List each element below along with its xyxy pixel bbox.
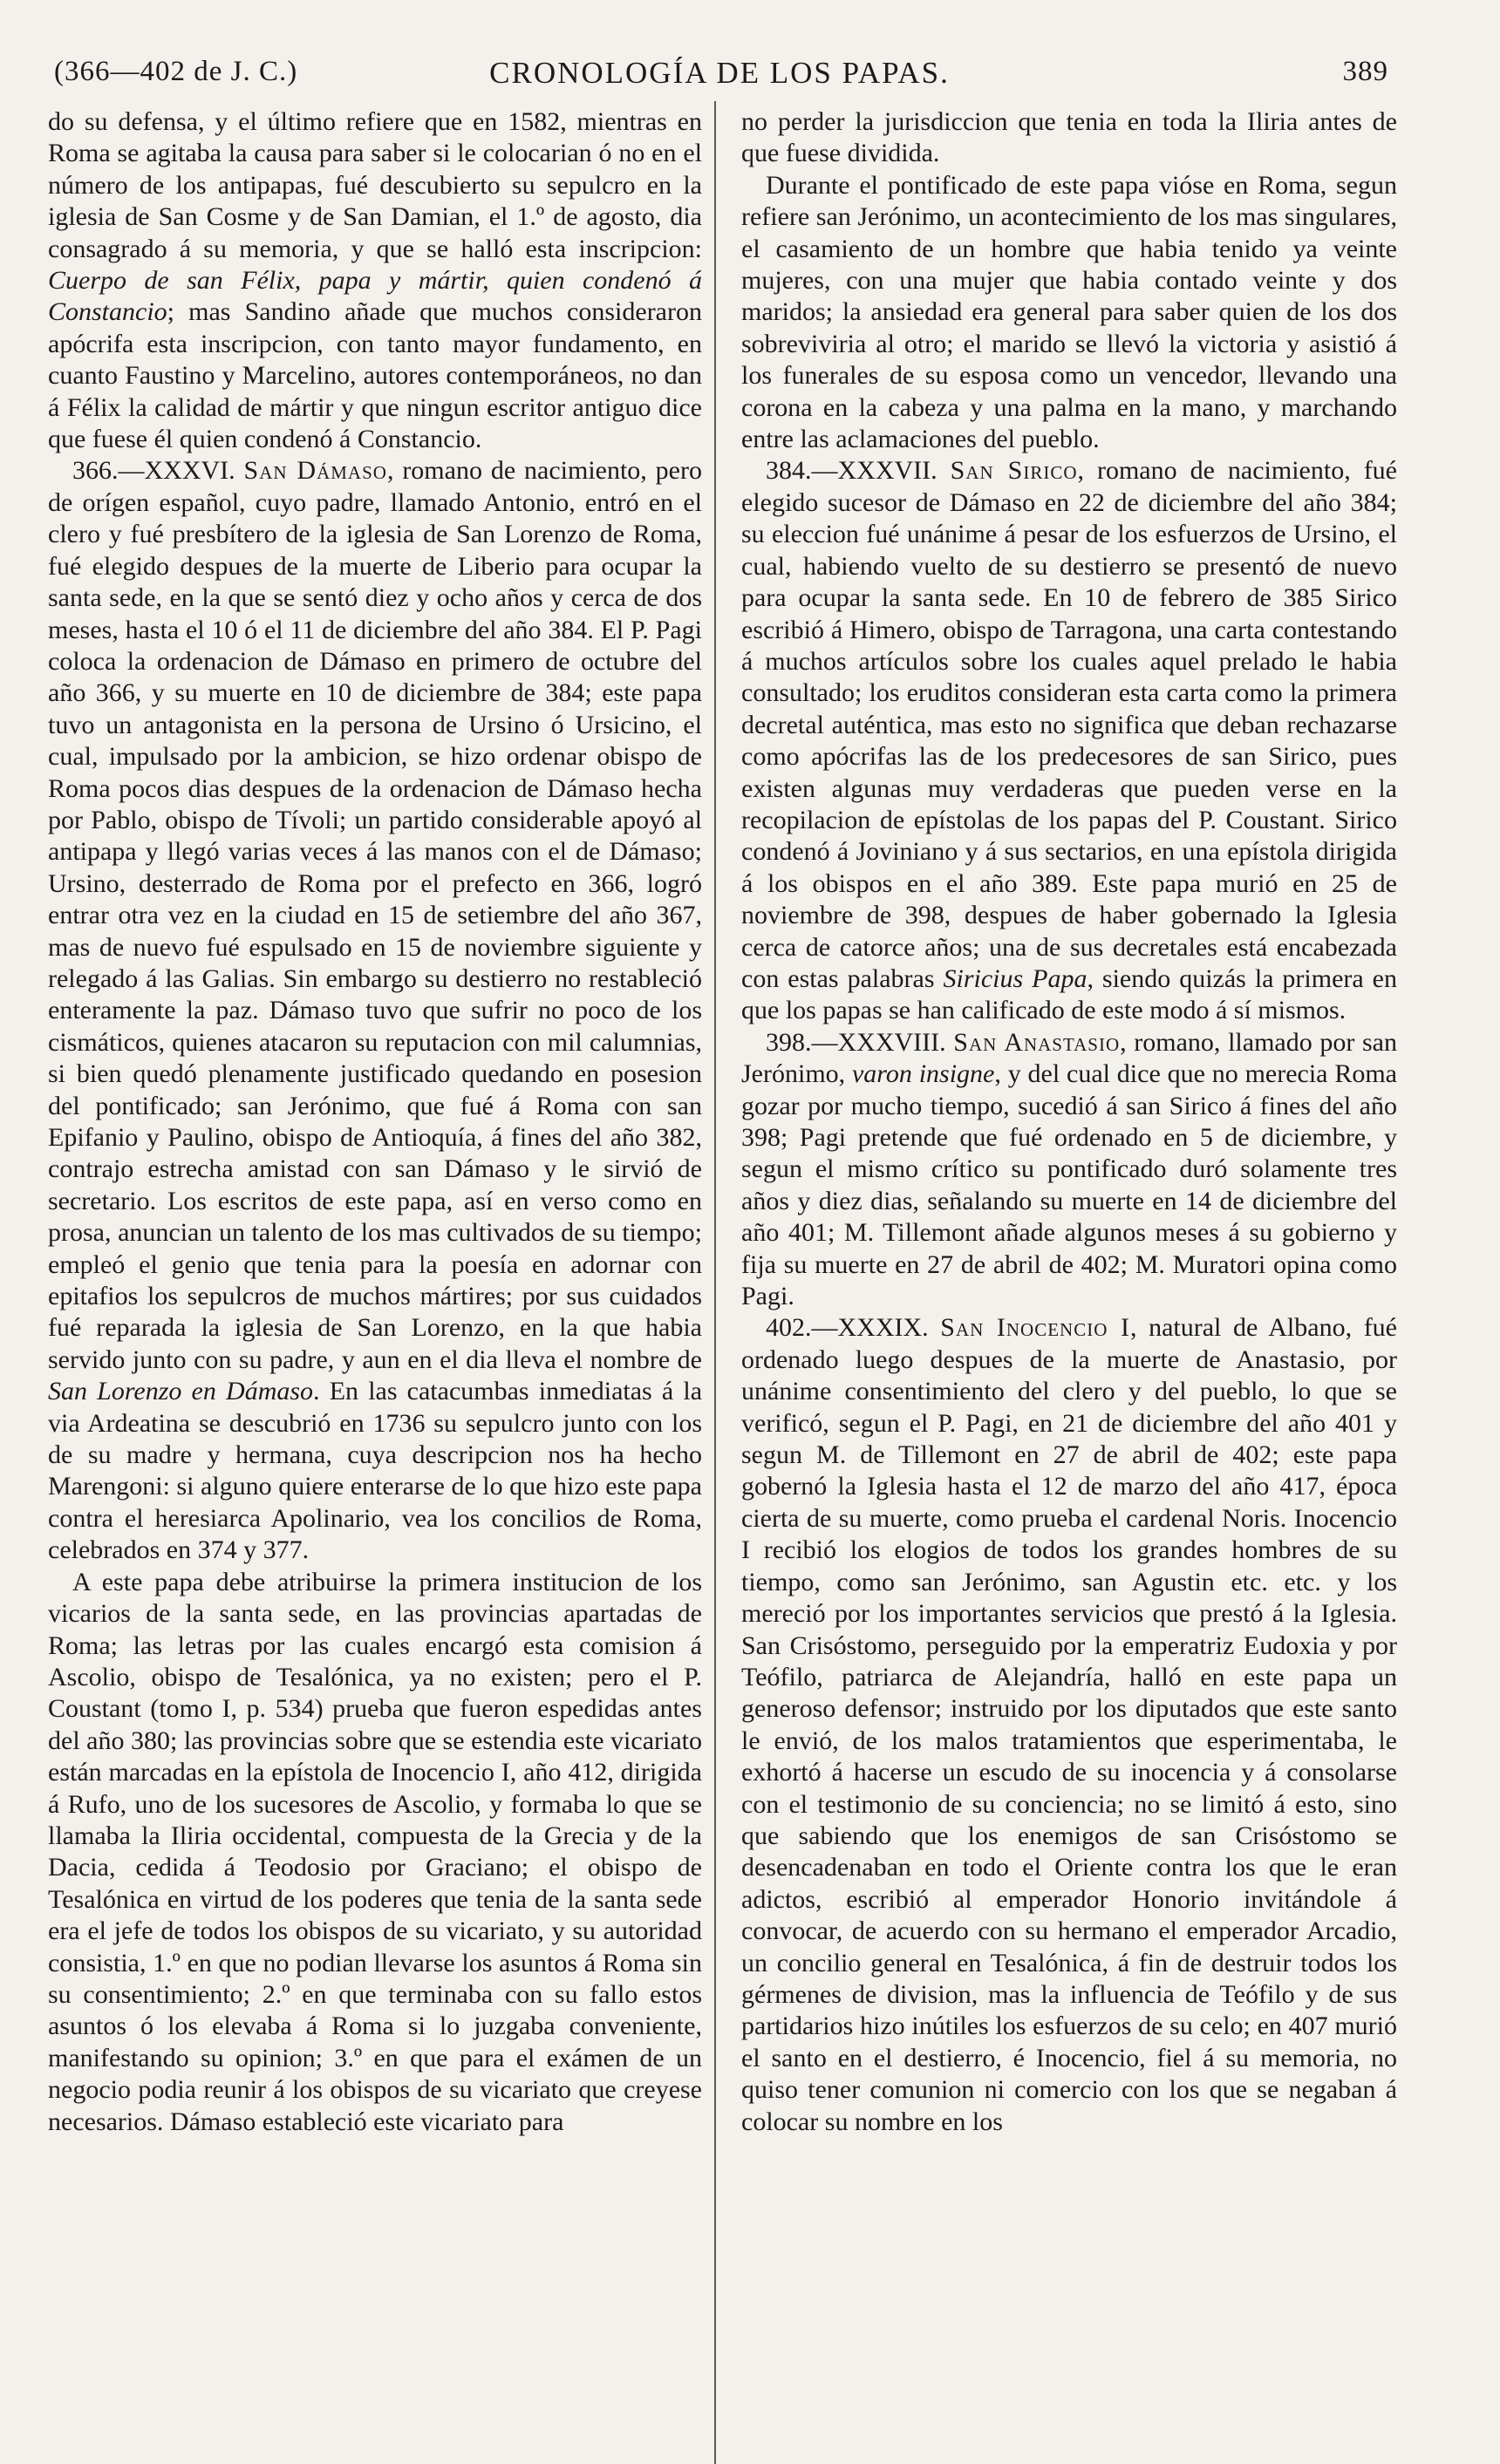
paragraph-casamiento: Durante el pontificado de este papa vióse en Roma, segun refiere san Jerónimo, un acontecimiento de los mas singulares, el casamiento de un hombre que habia tenido ya veinte mujeres, con una mujer que habia contado veinte y dos maridos; la ansiedad era general para saber quien de los dos sobreviviria al otro; el marido se llevó la victoria y asistió á los funerales de su esposa como un vencedor, llevando una corona en la cabeza y una palma en la mano, y marchando entre las aclamaciones del pueblo. [741,170,1397,454]
page-number: 389 [1342,56,1388,87]
running-header [54,47,1388,99]
paragraph-felix-continuation: do su defensa, y el último refiere que en 1582, mientras en Roma se agitaba la causa para saber si le colocarian ó no en el número de los antipapas, fué descubierto su sepulcro en la iglesia de San Cosme y de San Damian, el 1.º de agosto, dia consagrado á su memoria, y que se halló esta inscripcion: Cuerpo de san Félix, papa y mártir, quien condenó á Constancio; mas Sandino añade que muchos consideraron apócrifa esta inscripcion, con tanto mayor fundamento, en cuanto Faustino y Marcelino, autores contemporáneos, no dan á Félix la calidad de mártir y que ningun escritor antiguo dice que fuese él quien condenó á Constancio. [48,107,702,454]
paragraph-iliria-continuation: no perder la jurisdiccion que tenia en toda la Iliria antes de que fuese dividida. [741,107,1397,168]
header-title: CRONOLOGÍA DE LOS PAPAS. [489,56,950,90]
pope-name-sirico: San Sirico [950,456,1078,486]
column-divider [714,101,716,2464]
paragraph-damaso: 366.—XXXVI. San Dámaso, romano de nacimiento, pero de orígen español, cuyo padre, llamado Antonio, entró en el clero y fué presbítero de la iglesia de San Lorenzo de Roma, fué elegido despues de la muerte de Liberio para ocupar la santa sede, en la que se sentó diez y ocho años y cerca de dos meses, hasta el 10 ó el 11 de diciembre del año 384. El P. Pagi coloca la ordenacion de Dámaso en primero de octubre del año 366, y su muerte en 10 de diciembre de 384; este papa tuvo un antagonista en la persona de Ursino ó Ursicino, el cual, impulsado por la ambicion, se hizo ordenar obispo de Roma pocos dias despues de la ordenacion de Dámaso hecha por Pablo, obispo de Tívoli; un partido considerable apoyó al antipapa y llegó varias veces á las manos con el de Dámaso; Ursino, desterrado de Roma por el prefecto en 366, logró entrar otra vez en la ciudad en 15 de setiembre del año 367, mas de nuevo fué espulsado en 15 de noviembre siguiente y relegado á las Galias. Sin embargo su destierro no restableció enteramente la paz. Dámaso tuvo que sufrir no poco de los cismáticos, quienes atacaron su reputacion con mil calumnias, si bien quedó plenamente justificado quedando en posesion del pontificado; san Jerónimo, que fué á Roma con san Epifanio y Paulino, obispo de Antioquía, á fines del año 382, contrajo estrecha amistad con san Dámaso y le sirvió de secretario. Los escritos de este papa, así en verso como en prosa, anuncian un talento de los mas cultivados de su tiempo; empleó el genio que tenia para la poesía en adornar con epitafios los sepulcros de muchos mártires; por sus cuidados fué reparada la iglesia de San Lorenzo, en la que habia servido junto con su padre, y aun en el dia lleva el nombre de San Lorenzo en Dámaso. En las catacumbas inmediatas á la via Ardeatina se descubrió en 1736 su sepulcro junto con los de su madre y hermana, cuya descripcion nos ha hecho Marengoni: si alguno quiere enterarse de lo que hizo este papa contra el heresiarca Apolinario, vea los concilios de Roma, celebrados en 374 y 377. [48,456,703,1565]
pope-name-inocencio: San Inocencio I [940,1313,1130,1343]
paragraph-sirico: 384.—XXXVII. San Sirico, romano de nacimiento, fué elegido sucesor de Dámaso en 22 de diciembre del año 384; su eleccion fué unánime á pesar de los esfuerzos de Ursino, el cual, habiendo vuelto de su destierro se presentó de nuevo para ocupar la santa sede. En 10 de febrero de 385 Sirico escribió á Himero, obispo de Tarragona, una carta contestando á muchos artículos sobre los cuales aquel prelado le habia consultado; los eruditos consideran esta carta como la primera decretal auténtica, mas esto no significa que deban rechazarse como apócrifas las de los predecesores de san Sirico, pues existen algunas muy verdaderas que pueden verse en la recopilacion de epístolas de los papas del P. Coustant. Sirico condenó á Joviniano y á sus sectarios, en una epístola dirigida á los obispos en el año 389. Este papa murió en 25 de noviembre de 398, despues de haber gobernado la Iglesia cerca de catorce años; una de sus decretales está encabezada con estas palabras Siricius Papa, siendo quizás la primera en que los papas se han calificado de este modo á sí mismos. [741,456,1398,1025]
paragraph-inocencio: 402.—XXXIX. San Inocencio I, natural de Albano, fué ordenado luego despues de la muerte de Anastasio, por unánime consentimiento del clero y del pueblo, lo que se verificó, segun el P. Pagi, en 21 de diciembre del año 401 y segun M. de Tillemont en 27 de abril de 402; este papa gobernó la Iglesia hasta el 12 de marzo del año 417, época cierta de su muerte, como prueba el cardenal Noris. Inocencio I recibió los elogios de todos los grandes hombres de su tiempo, como san Jerónimo, san Agustin etc. etc. y los mereció por los importantes servicios que prestó á la Iglesia. San Crisóstomo, perseguido por la emperatriz Eudoxia y por Teófilo, patriarca de Alejandría, halló en este papa un generoso defensor; instruido por los diputados que este santo le envió, de los malos tratamientos que esperimentaba, le exhortó á hacerse un escudo de su inocencia y á consolarse con el testimonio de su conciencia; no se limitó á esto, sino que sabiendo que los enemigos de san Crisóstomo se desencadenaban en todo el Oriente contra los que le eran adictos, escribió al emperador Honorio invitándole á convocar, de acuerdo con su hermano el emperador Arcadio, un concilio general en Tesalónica, á fin de destruir todos los gérmenes de division, mas la influencia de Teófilo y de sus partidarios hizo inútiles los esfuerzos de su celo; en 407 murió el santo en el destierro, é Inocencio, fiel á su memoria, no quiso tener comunion ni comercio con los que se negaban á colocar su nombre en los [741,1313,1397,2136]
right-column [741,106,1397,2138]
paragraph-vicariato: A este papa debe atribuirse la primera institucion de los vicarios de la santa sede, en las provincias apartadas de Roma; las letras por las cuales encargó esta comision á Ascolio, obispo de Tesalónica, ya no existen; pero el P. Coustant (tomo I, p. 534) prueba que fueron espedidas antes del año 380; las provincias sobre que se estendia este vicariato están marcadas en la epístola de Inocencio I, año 412, dirigida á Rufo, uno de los sucesores de Ascolio, y formaba lo que se llamaba la Iliria occidental, compuesta de la Grecia y de la Dacia, cedida á Teodosio por Graciano; el obispo de Tesalónica en virtud de los poderes que tenia de la santa sede era el jefe de todos los obispos de su vicariato, y su autoridad consistia, 1.º en que no podian llevarse los asuntos á Roma sin su consentimiento; 2.º en que terminaba con su fallo estos asuntos ó los elevaba á Roma si lo juzgaba conveniente, manifestando su opinion; 3.º en que para el exámen de un negocio podia reunir á los obispos de su vicariato que creyese necesarios. Dámaso estableció este vicariato para [48,1567,702,2136]
left-column [48,106,702,2138]
paragraph-anastasio: 398.—XXXVIII. San Anastasio, romano, llamado por san Jerónimo, varon insigne, y del cual dice que no merecia Roma gozar por mucho tiempo, sucedió á san Sirico á fines del año 398; Pagi pretende que fué ordenado en 5 de diciembre, y segun el mismo crítico su pontificado duró solamente tres años y diez dias, señalando su muerte en 14 de diciembre del año 401; M. Tillemont añade algunos meses á su gobierno y fija su muerte en 27 de abril de 402; M. Muratori opina como Pagi. [741,1027,1398,1311]
pope-name-damaso: San Dámaso [243,456,387,486]
pope-name-anastasio: San Anastasio [953,1027,1121,1057]
header-date-range: (366—402 de J. C.) [54,56,298,87]
